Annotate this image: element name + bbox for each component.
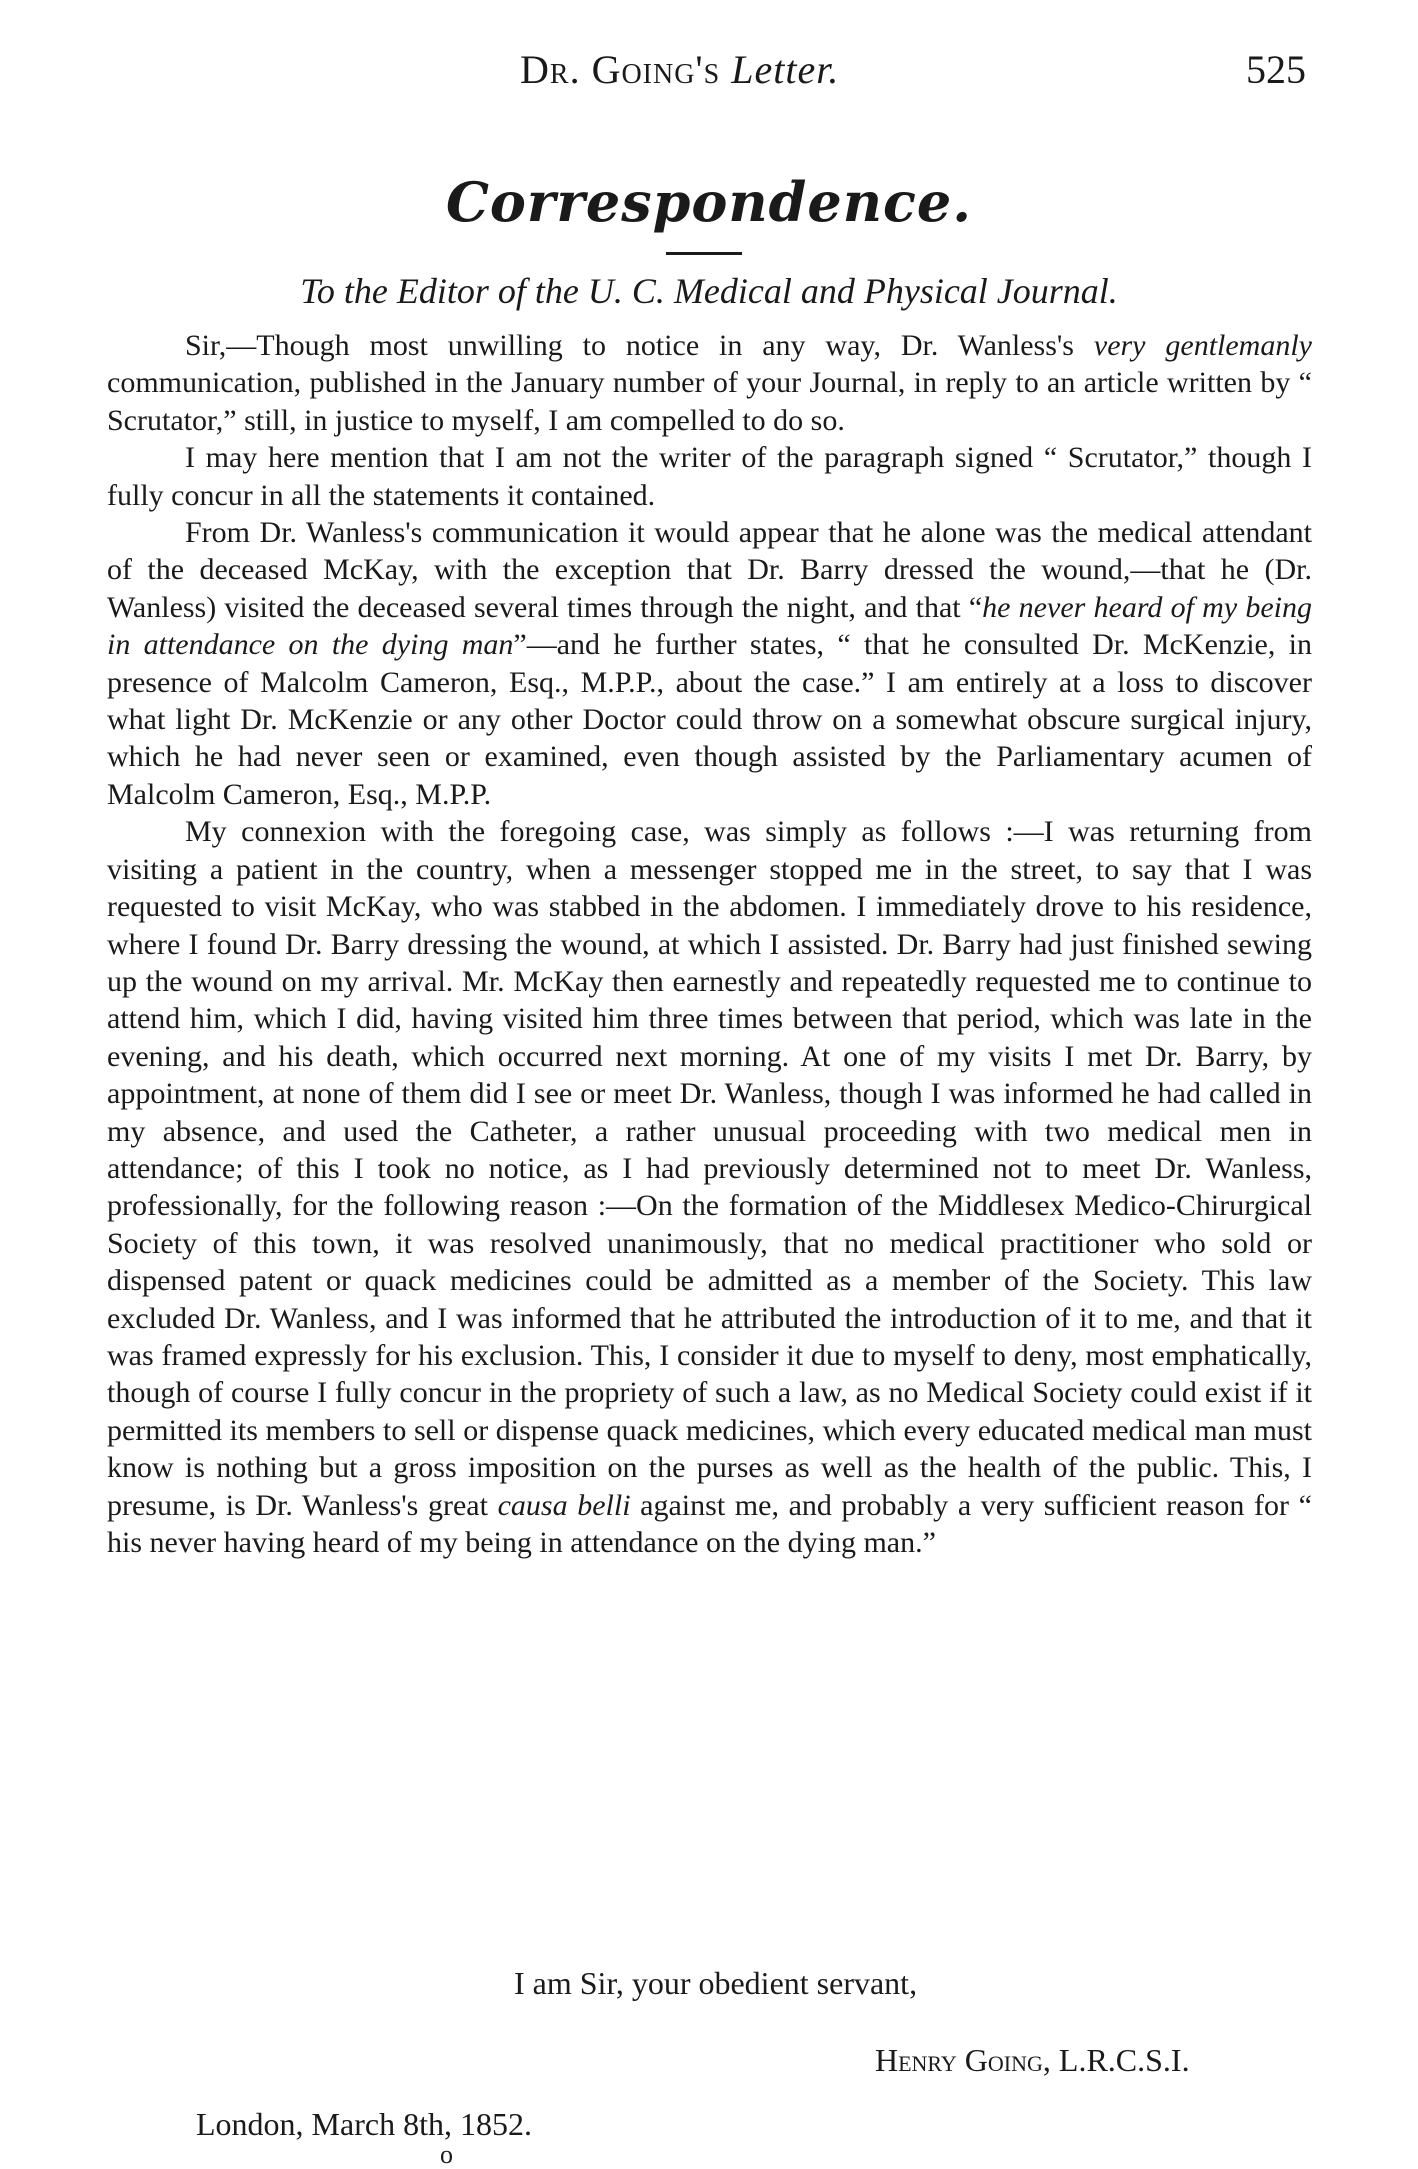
p3-text-a: From Dr. Wanless's communication it would appear that he alone was the medical attendant of the deceased McKay, with the exception that Dr. Barry dressed the wound,—that he (Dr. Wanless) visited the deceased several times through the night, and that “ xyxy=(107,516,1312,624)
signature-name: Henry Going, xyxy=(875,2042,1051,2078)
running-title-prefix: Dr. Going's xyxy=(520,47,721,92)
p4-text-c: against me, and probably a very sufficient reason for “ his never having heard of my being in attendance on the dying man.” xyxy=(107,1488,1312,1559)
p4-italic: causa belli xyxy=(497,1488,631,1522)
p4-text-a: My connexion with the foregoing case, was simply as follows :—I was returning from visiting a patient in the country, when a messenger stopped me in the street, to say that I was requested to visit McKay, who was stabbed in the abdomen. I immediately drove to his residence, where I found Dr. Barry dressing the wound, at which I assisted. Dr. Barry had just finished sewing up the wound on my arrival. Mr. McKay then earnestly and repeatedly requested me to continue to attend him, which I did, having visited him three times between that period, which was late in the evening, and his death, which occurred next morning. At one of my visits I met Dr. Barry, by appointment, at none of them did I see or meet Dr. Wanless, though I was informed he had called in my absence, and used the Catheter, a rather unusual proceeding with two medical men in attendance; of this I took no notice, as I had previously determined not to meet Dr. Wanless, professionally, for the following reason :—On the formation of the Middlesex Medico-Chirurgical Society of this town, it was resolved unanimously, that no medical practitioner who sold or dispensed patent or quack medicines could be admitted as a member of the Society. This law excluded Dr. Wanless, and I was informed that he attributed the introduction of it to me, and that it was framed expressly for his exclusion. This, I consider it due to myself to deny, most emphatically, though of course I fully concur in the propriety of such a law, as no Medical Society could exist if it permitted its members to sell or dispense quack medicines, which every educated medical man must know is nothing but a gross imposition on the purses as well as the health of the public. This, I presume, is Dr. Wanless's great xyxy=(107,815,1312,1522)
signature-mark: o xyxy=(440,2140,453,2169)
body-paragraph-1 xyxy=(107,327,1312,439)
p1-text-a: Sir,—Though most unwilling to notice in any way, Dr. Wanless's xyxy=(185,329,1094,362)
body-paragraph-4 xyxy=(107,813,1312,1561)
p3-italic: he never heard of my being in attendance on the dying man xyxy=(107,590,1312,662)
p1-italic: very gentlemanly xyxy=(1093,329,1312,362)
closing-line: I am Sir, your obedient servant, xyxy=(514,1965,918,2001)
dateline: London, March 8th, 1852. xyxy=(196,2106,532,2142)
heading-divider xyxy=(666,252,742,255)
signature-credentials: L.R.C.S.I. xyxy=(1050,2042,1190,2078)
body-paragraph-3 xyxy=(107,514,1312,813)
p3-text-c: ”—and he further states, “ that he consulted Dr. McKenzie, in presence of Malcolm Cameron, Esq., M.P.P., about the case.” I am entirely at a loss to discover what light Dr. McKenzie or any other Doctor could throw on a somewhat obscure surgical injury, which he had never seen or examined, even though assisted by the Parliamentary acumen of Malcolm Cameron, Esq., M.P.P. xyxy=(107,628,1312,811)
page-number: 525 xyxy=(1246,47,1306,92)
signature xyxy=(875,2042,1190,2079)
running-title-italic: Letter. xyxy=(731,47,840,92)
running-head xyxy=(0,38,1418,98)
p1-text-c: communication, published in the January number of your Journal, in reply to an article written by “ Scrutator,” still, in justice to myself, I am compelled to do so. xyxy=(107,366,1312,437)
letter-body xyxy=(107,327,1312,1561)
section-heading: Correspondence. xyxy=(445,170,973,234)
body-paragraph-2: I may here mention that I am not the writer of the paragraph signed “ Scrutator,” though I fully concur in all the statements it contained. xyxy=(107,441,1312,512)
running-title xyxy=(520,46,839,93)
addressee-line: To the Editor of the U. C. Medical and Physical Journal. xyxy=(300,271,1118,311)
